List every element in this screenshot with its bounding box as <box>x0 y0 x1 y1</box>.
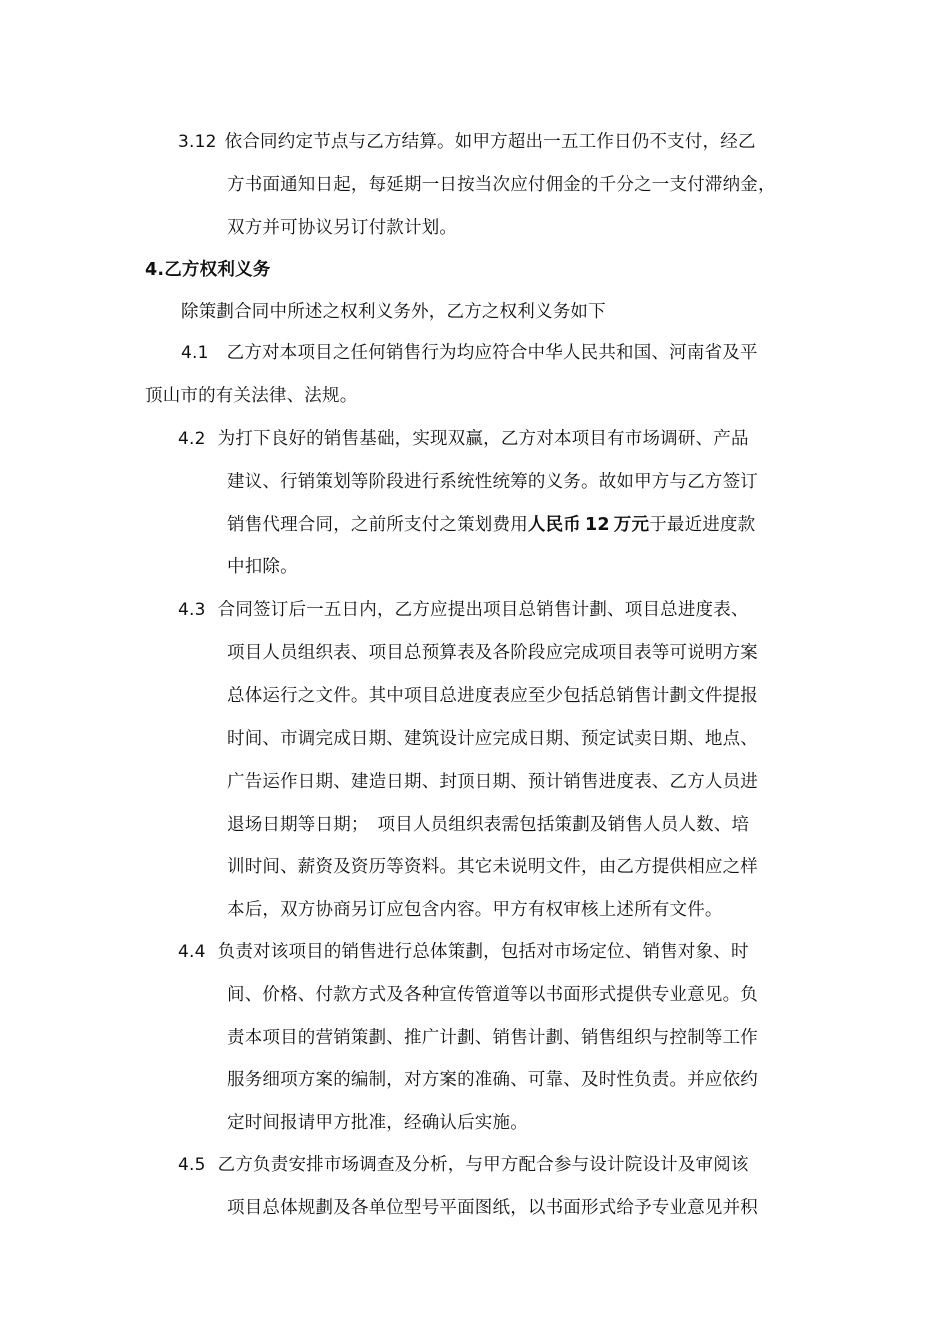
clause-4-5-line-2: 项目总体规劃及各单位型号平面图纸，以书面形式给予专业意见并积 <box>227 1198 758 1218</box>
clause-4-4-line-3: 责本项目的营销策劃、推广计劃、销售计劃、销售组织与控制等工作 <box>227 1028 758 1048</box>
clause-4-4-line-4: 服务细项方案的编制，对方案的准确、可靠、及时性负责。并应依约 <box>227 1070 758 1090</box>
section-heading <box>145 258 270 282</box>
clause-number: 4.5 <box>178 1155 206 1175</box>
clause-number: 4.4 <box>178 942 206 962</box>
section-intro: 除策劃合同中所述之权利义务外，乙方之权利义务如下 <box>181 302 606 322</box>
clause-3-12-line-3: 双方并可协议另订付款计划。 <box>227 218 458 238</box>
clause-number: 4.3 <box>178 600 206 620</box>
clause-text: 依合同约定节点与乙方结算。如甲方超出一五工作日仍不支付，经乙 <box>224 132 756 152</box>
clause-4-3-line-6: 退场日期等日期； 项目人员组织表需包括策劃及销售人员人数、培 <box>227 815 750 835</box>
clause-4-2-line-2: 建议、行销策划等阶段进行系统性统筹的义务。故如甲方与乙方签订 <box>227 472 758 492</box>
clause-text: 乙方负责安排市场调查及分析，与甲方配合参与设计院设计及审阅该 <box>217 1155 749 1175</box>
clause-4-3-line-2: 项目人员组织表、项目总预算表及各阶段应完成项目表等可说明方案 <box>227 643 758 663</box>
clause-text: 销售代理合同，之前所支付之策划费用 <box>227 515 528 535</box>
clause-4-2-line-4: 中扣除。 <box>227 557 298 577</box>
clause-number: 3.12 <box>178 132 217 152</box>
fee-amount-label: 人民币 <box>527 515 582 535</box>
clause-4-5-line-1 <box>178 1153 749 1177</box>
clause-4-3-line-8: 本后，双方协商另订应包含内容。甲方有权审核上述所有文件。 <box>227 900 723 920</box>
clause-text: 负责对该项目的销售进行总体策劃，包括对市场定位、销售对象、时 <box>217 942 749 962</box>
clause-4-2-line-3 <box>227 513 755 537</box>
clause-text: 为打下良好的销售基础，实现双赢，乙方对本项目有市场调研、产品 <box>217 429 749 449</box>
section-title: 乙方权利义务 <box>164 260 271 280</box>
clause-text: 乙方对本项目之任何销售行为均应符合中华人民共和国、河南省及平 <box>226 343 758 363</box>
clause-text: 于最近进度款 <box>649 515 756 535</box>
clause-4-4-line-2: 间、价格、付款方式及各种宣传管道等以书面形式提供专业意见。负 <box>227 985 758 1005</box>
clause-3-12-line-1 <box>178 130 756 154</box>
section-number: 4. <box>145 260 165 280</box>
clause-4-4-line-5: 定时间报请甲方批准，经确认后实施。 <box>227 1113 528 1133</box>
clause-text: 合同签订后一五日内，乙方应提出项目总销售计劃、项目总进度表、 <box>217 600 749 620</box>
clause-4-3-line-7: 训时间、薪资及资历等资料。其它未说明文件，由乙方提供相应之样 <box>227 857 758 877</box>
clause-number: 4.1 <box>181 343 209 363</box>
fee-amount-number: 12 <box>585 515 610 535</box>
clause-3-12-line-2: 方书面通知日起，每延期一日按当次应付佣金的千分之一支付滞纳金， <box>227 175 776 195</box>
clause-4-4-line-1 <box>178 940 749 964</box>
clause-4-2-line-1 <box>178 427 749 451</box>
clause-4-1-line-2: 顶山市的有关法律、法规。 <box>145 386 358 406</box>
clause-4-3-line-4: 时间、市调完成日期、建筑设计应完成日期、预定试卖日期、地点、 <box>227 729 758 749</box>
clause-4-3-line-3: 总体运行之文件。其中项目总进度表应至少包括总销售计劃文件提报 <box>227 686 758 706</box>
fee-amount-unit: 万元 <box>613 515 650 535</box>
clause-4-3-line-1 <box>178 598 749 622</box>
clause-number: 4.2 <box>178 429 206 449</box>
clause-4-1-line-1 <box>181 341 758 365</box>
clause-4-3-line-5: 广告运作日期、建造日期、封顶日期、预计销售进度表、乙方人员进 <box>227 772 758 792</box>
